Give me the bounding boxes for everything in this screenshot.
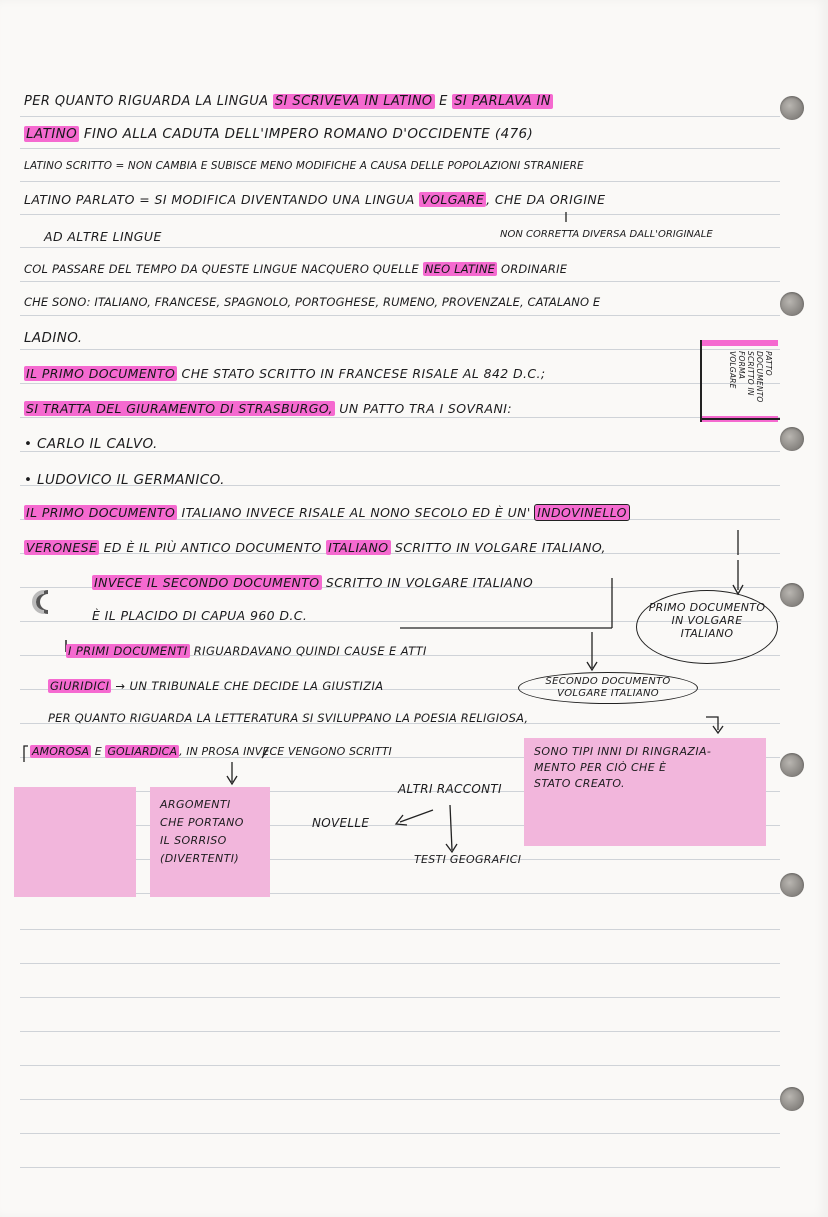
text: , CHE DA ORIGINE (486, 192, 606, 207)
label-altri-racconti: ALTRI RACCONTI (398, 782, 502, 796)
text: FINO ALLA CADUTA DELL'IMPERO ROMANO D'OCCIDENTE (476) (79, 126, 534, 142)
text: AD ALTRE LINGUE (44, 229, 162, 244)
text: ED È IL PIÙ ANTICO DOCUMENTO (99, 540, 327, 555)
text: PER QUANTO RIGUARDA LA LETTERATURA SI SVILUPPANO LA POESIA RELIGIOSA, (48, 711, 529, 725)
text: CHE STATO SCRITTO IN FRANCESE RISALE AL 842 D.C.; (177, 366, 546, 381)
text-line-18 (48, 679, 384, 693)
text: , IN PROSA INVECE VENGONO SCRITTI (179, 745, 392, 758)
text: → UN TRIBUNALE CHE DECIDE LA GIUSTIZIA (111, 679, 384, 693)
text: LADINO. (24, 330, 83, 346)
text: SCRITTO IN VOLGARE ITALIANO, (390, 540, 606, 555)
highlight: GOLIARDICA (107, 745, 178, 758)
highlight: SI PARLAVA IN (454, 94, 551, 109)
text: ORDINARIE (497, 262, 568, 276)
note-text: STATO CREATO. (534, 777, 625, 790)
highlight: SI TRATTA DEL GIURAMENTO DI STRASBURGO, (26, 401, 333, 416)
bubble-text: IN VOLGARE (671, 614, 743, 627)
text: COL PASSARE DEL TEMPO DA QUESTE LINGUE NACQUERO QUELLE (24, 262, 423, 276)
text: ITALIANO INVECE RISALE AL NONO SECOLO ED È UN' (177, 505, 536, 520)
bubble-text: ITALIANO (680, 627, 734, 640)
highlight: IL PRIMO DOCUMENTO (26, 366, 176, 381)
text-line-19 (48, 711, 528, 725)
text: RIGUARDAVANO QUINDI CAUSE E ATTI (189, 644, 427, 658)
note-text: (DIVERTENTI) (160, 852, 240, 865)
text: E (91, 745, 106, 758)
note-religiosa-text (534, 744, 711, 792)
text: NON CORRETTA DIVERSA DALL'ORIGINALE (500, 229, 713, 240)
side-note-text: SCRITTO IN (746, 351, 755, 396)
highlight: INVECE IL SECONDO DOCUMENTO (94, 575, 320, 590)
note-text: SONO TIPI INNI DI RINGRAZIA- (534, 745, 712, 758)
highlight: VOLGARE (421, 192, 485, 207)
side-note-text: FORMA (737, 351, 746, 380)
bubble-text: SECONDO DOCUMENTO (545, 676, 671, 687)
side-note-text: VOLGARE (728, 351, 737, 389)
text: SCRITTO IN VOLGARE ITALIANO (321, 575, 534, 590)
highlight: ITALIANO (328, 540, 389, 555)
side-note-text: PATTO (764, 351, 773, 376)
text: UN PATTO TRA I SOVRANI: (334, 401, 512, 416)
label-testi-geografici: TESTI GEOGRAFICI (414, 853, 522, 866)
bubble-text: PRIMO DOCUMENTO (648, 601, 766, 614)
side-note-box (700, 340, 778, 422)
text-line-17 (66, 644, 427, 658)
text: • CARLO IL CALVO. (24, 436, 158, 452)
highlight: AMOROSA (32, 745, 90, 758)
note-text: MENTO PER CIÒ CHE È (534, 761, 667, 774)
highlight: VERONESE (26, 540, 98, 555)
bubble-primo-documento (636, 590, 778, 664)
highlight: I PRIMI DOCUMENTI (68, 644, 188, 658)
text: LATINO PARLATO = SI MODIFICA DIVENTANDO UNA LINGUA (24, 192, 420, 207)
side-note-text: DOCUMENTO (755, 351, 764, 403)
note-goliardica-text (160, 796, 244, 868)
text: PER QUANTO RIGUARDA LA LINGUA (24, 94, 273, 109)
highlight: GIURIDICI (50, 679, 110, 693)
note-text: ARGOMENTI (160, 798, 231, 811)
highlight: NEO LATINE (424, 262, 496, 276)
note-text: IL SORRISO (160, 834, 227, 847)
label-novelle: NOVELLE (312, 816, 370, 830)
text: LATINO SCRITTO = NON CAMBIA E SUBISCE MENO MODIFICHE A CAUSA DELLE POPOLAZIONI STRANIERE (24, 160, 584, 172)
text: CHE SONO: ITALIANO, FRANCESE, SPAGNOLO, PORTOGHESE, RUMENO, PROVENZALE, CATALANO E (24, 295, 601, 309)
highlight: INDOVINELLO (537, 505, 627, 520)
highlight: LATINO (26, 126, 78, 142)
sticky-note-amorosa (14, 787, 136, 897)
text-line-16 (92, 608, 307, 623)
text: • LUDOVICO IL GERMANICO. (24, 472, 225, 488)
text-line-20 (30, 745, 392, 758)
highlight: IL PRIMO DOCUMENTO (26, 505, 176, 520)
bubble-text: VOLGARE ITALIANO (557, 688, 659, 699)
bubble-secondo-documento (518, 672, 698, 704)
text: È IL PLACIDO DI CAPUA 960 D.C. (92, 608, 308, 623)
note-text: CHE PORTANO (160, 816, 244, 829)
text: E (434, 94, 453, 109)
highlight: SI SCRIVEVA IN LATINO (275, 94, 433, 109)
